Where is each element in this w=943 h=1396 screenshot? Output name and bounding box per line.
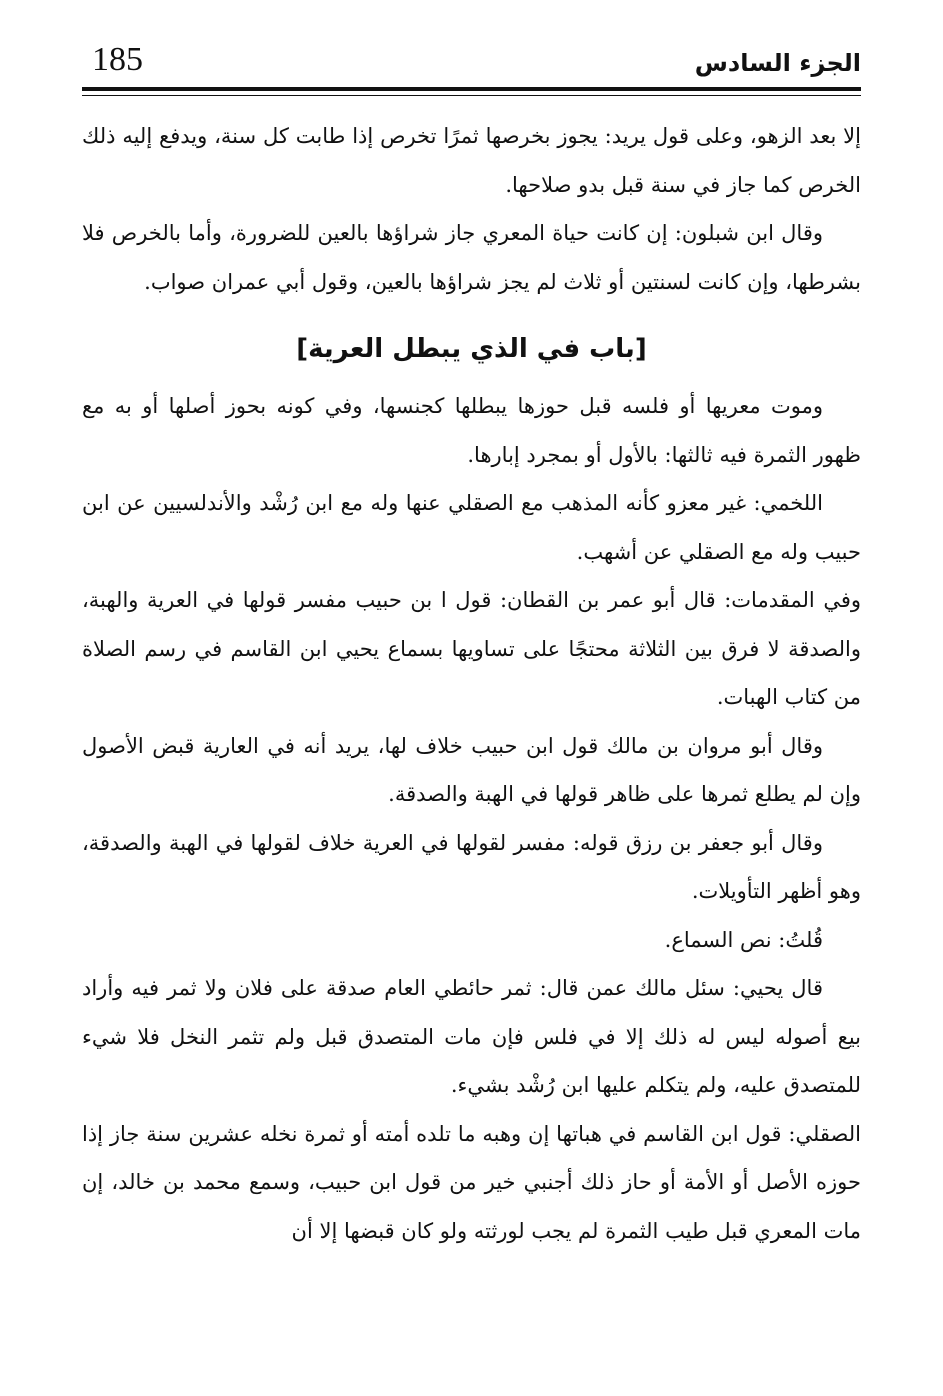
paragraph-5: وفي المقدمات: قال أبو عمر بن القطان: قول ا بن حبيب مفسر قولها في العرية والهبة، والصدقة لا فرق بين الثلاثة محتجًا على تساويها بسماع يحيي ابن القاسم في رسم الصلاة من كتاب الهبات.: [82, 588, 861, 709]
header-rule-thick: [82, 87, 861, 91]
paragraph-2: وقال ابن شبلون: إن كانت حياة المعري جاز شراؤها بالعين للضرورة، وأما بالخرص فلا بشرطها، وإن كانت لسنتين أو ثلاث لم يجز شراؤها بالعين، وقول أبي عمران صواب.: [82, 221, 861, 294]
paragraph-7: وقال أبو جعفر بن رزق قوله: مفسر لقولها في العرية خلاف لقولها في الهبة والصدقة، وهو أظهر التأويلات.: [82, 830, 861, 903]
page-number: 185: [92, 41, 143, 78]
page-header: [82, 38, 861, 88]
paragraph-8: قُلتُ: نص السماع.: [664, 927, 823, 952]
running-title: الجزء السادس: [694, 49, 861, 77]
paragraph-3: وموت معريها أو فلسه قبل حوزها يبطلها كجنسها، وفي كونه بحوز أصلها أو به مع ظهور الثمرة فيه ثالثها: بالأول أو بمجرد إبارها.: [82, 394, 861, 467]
paragraph-9: قال يحيي: سئل مالك عمن قال: ثمر حائطي العام صدقة على فلان ولا ثمر فيه وأراد بيع أصوله ليس له ذلك إلا في فلس فإن مات المتصدق قبل ولم تثمر النخل فلا شيء للمتصدق عليه، ولم يتكلم عليها ابن رُشْد بشيء.: [82, 976, 861, 1097]
chapter-heading: [باب في الذي يبطل العرية]: [296, 334, 647, 364]
paragraph-1: إلا بعد الزهو، وعلى قول يريد: يجوز بخرصها ثمرًا تخرص إذا طابت كل سنة، ويدفع إليه ذلك الخرص كما جاز في سنة قبل بدو صلاحها.: [82, 124, 861, 197]
page-body: [82, 112, 861, 1255]
paragraph-6: وقال أبو مروان بن مالك قول ابن حبيب خلاف لها، يريد أنه في العارية قبض الأصول وإن لم يطلع ثمرها على ظاهر قولها في الهبة والصدقة.: [82, 733, 861, 806]
paragraph-10: الصقلي: قول ابن القاسم في هباتها إن وهبه ما تلده أمته أو ثمرة نخله عشرين سنة جاز إذا حوزه الأصل أو الأمة أو حاز ذلك أجنبي خير من قول ابن حبيب، وسمع محمد بن خالد، إن مات المعري قبل طيب الثمرة لم يجب لورثته ولو كان قبضها إلا أن: [82, 1121, 861, 1243]
paragraph-4: اللخمي: غير معزو كأنه المذهب مع الصقلي عنها وله مع ابن رُشْد والأندلسيين عن ابن حبيب وله مع الصقلي عن أشهب.: [82, 491, 861, 564]
header-rule-thin: [82, 95, 861, 96]
